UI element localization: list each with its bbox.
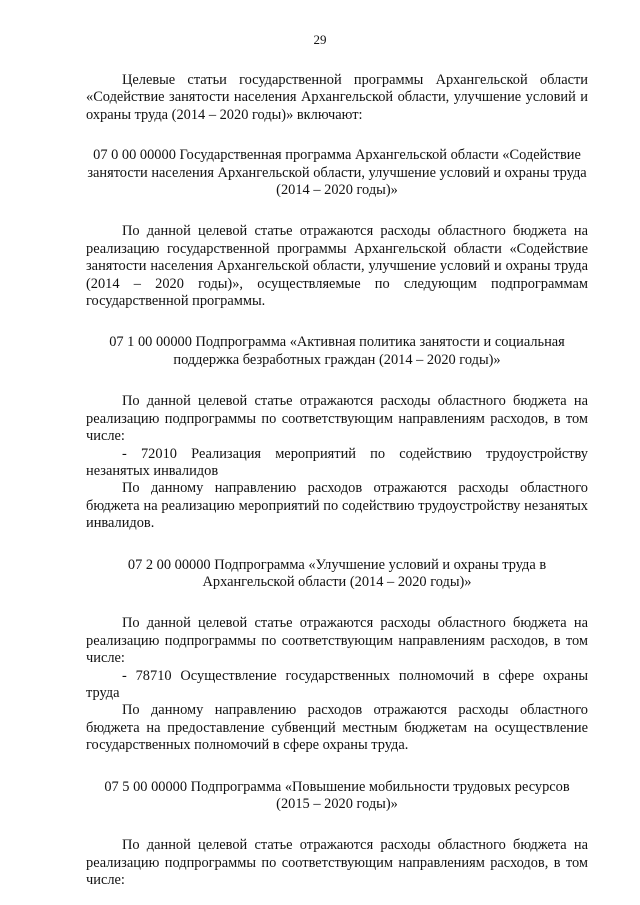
subprogram1-item-paragraph: По данному направлению расходов отражаются расходы областного бюджета на реализацию мероприятий по содействию трудоустройству незанятых инвалидов.: [86, 480, 588, 532]
subprogram2-paragraph: По данной целевой статье отражаются расходы областного бюджета на реализацию подпрограммы по соответствующим направлениям расходов, в том числе:: [86, 615, 588, 667]
subprogram2-item: - 78710 Осуществление государственных полномочий в сфере охраны труда: [86, 667, 588, 701]
subprogram5-heading: 07 5 00 00000 Подпрограмма «Повышение мобильности трудовых ресурсов (2015 – 2020 годы)»: [104, 778, 570, 812]
subprogram2-item-paragraph: По данному направлению расходов отражаются расходы областного бюджета на предоставление субвенций местным бюджетам на осуществление государственных полномочий в сфере охраны труда.: [86, 702, 588, 754]
program-paragraph: По данной целевой статье отражаются расходы областного бюджета на реализацию государственной программы Архангельской области «Содействие занятости населения Архангельской области, улучшение условий и охраны труда (2014 – 2020 годы)», осуществляемые по следующим подпрограммам государственной программы.: [86, 223, 588, 310]
subprogram1-heading: 07 1 00 00000 Подпрограмма «Активная политика занятости и социальная поддержка безработных граждан (2014 – 2020 годы)»: [109, 334, 565, 368]
page-number: 29: [313, 32, 327, 47]
program-heading: 07 0 00 00000 Государственная программа Архангельской области «Содействие занятости населения Архангельской области, улучшение условий и охраны труда (2014 – 2020 годы)»: [87, 147, 587, 199]
intro-paragraph: Целевые статьи государственной программы Архангельской области «Содействие занятости населения Архангельской области, улучшение условий и охраны труда (2014 – 2020 годы)» включают:: [86, 72, 588, 123]
document-body: [86, 72, 588, 890]
subprogram2-heading: 07 2 00 00000 Подпрограмма «Улучшение условий и охраны труда в Архангельской области (2014 – 2020 годы)»: [127, 556, 547, 590]
subprogram5-paragraph: По данной целевой статье отражаются расходы областного бюджета на реализацию подпрограммы по соответствующим направлениям расходов, в том числе:: [86, 837, 588, 889]
subprogram1-item: - 72010 Реализация мероприятий по содействию трудоустройству незанятых инвалидов: [86, 445, 588, 479]
subprogram1-paragraph: По данной целевой статье отражаются расходы областного бюджета на реализацию подпрограммы по соответствующим направлениям расходов, в том числе:: [86, 393, 588, 445]
